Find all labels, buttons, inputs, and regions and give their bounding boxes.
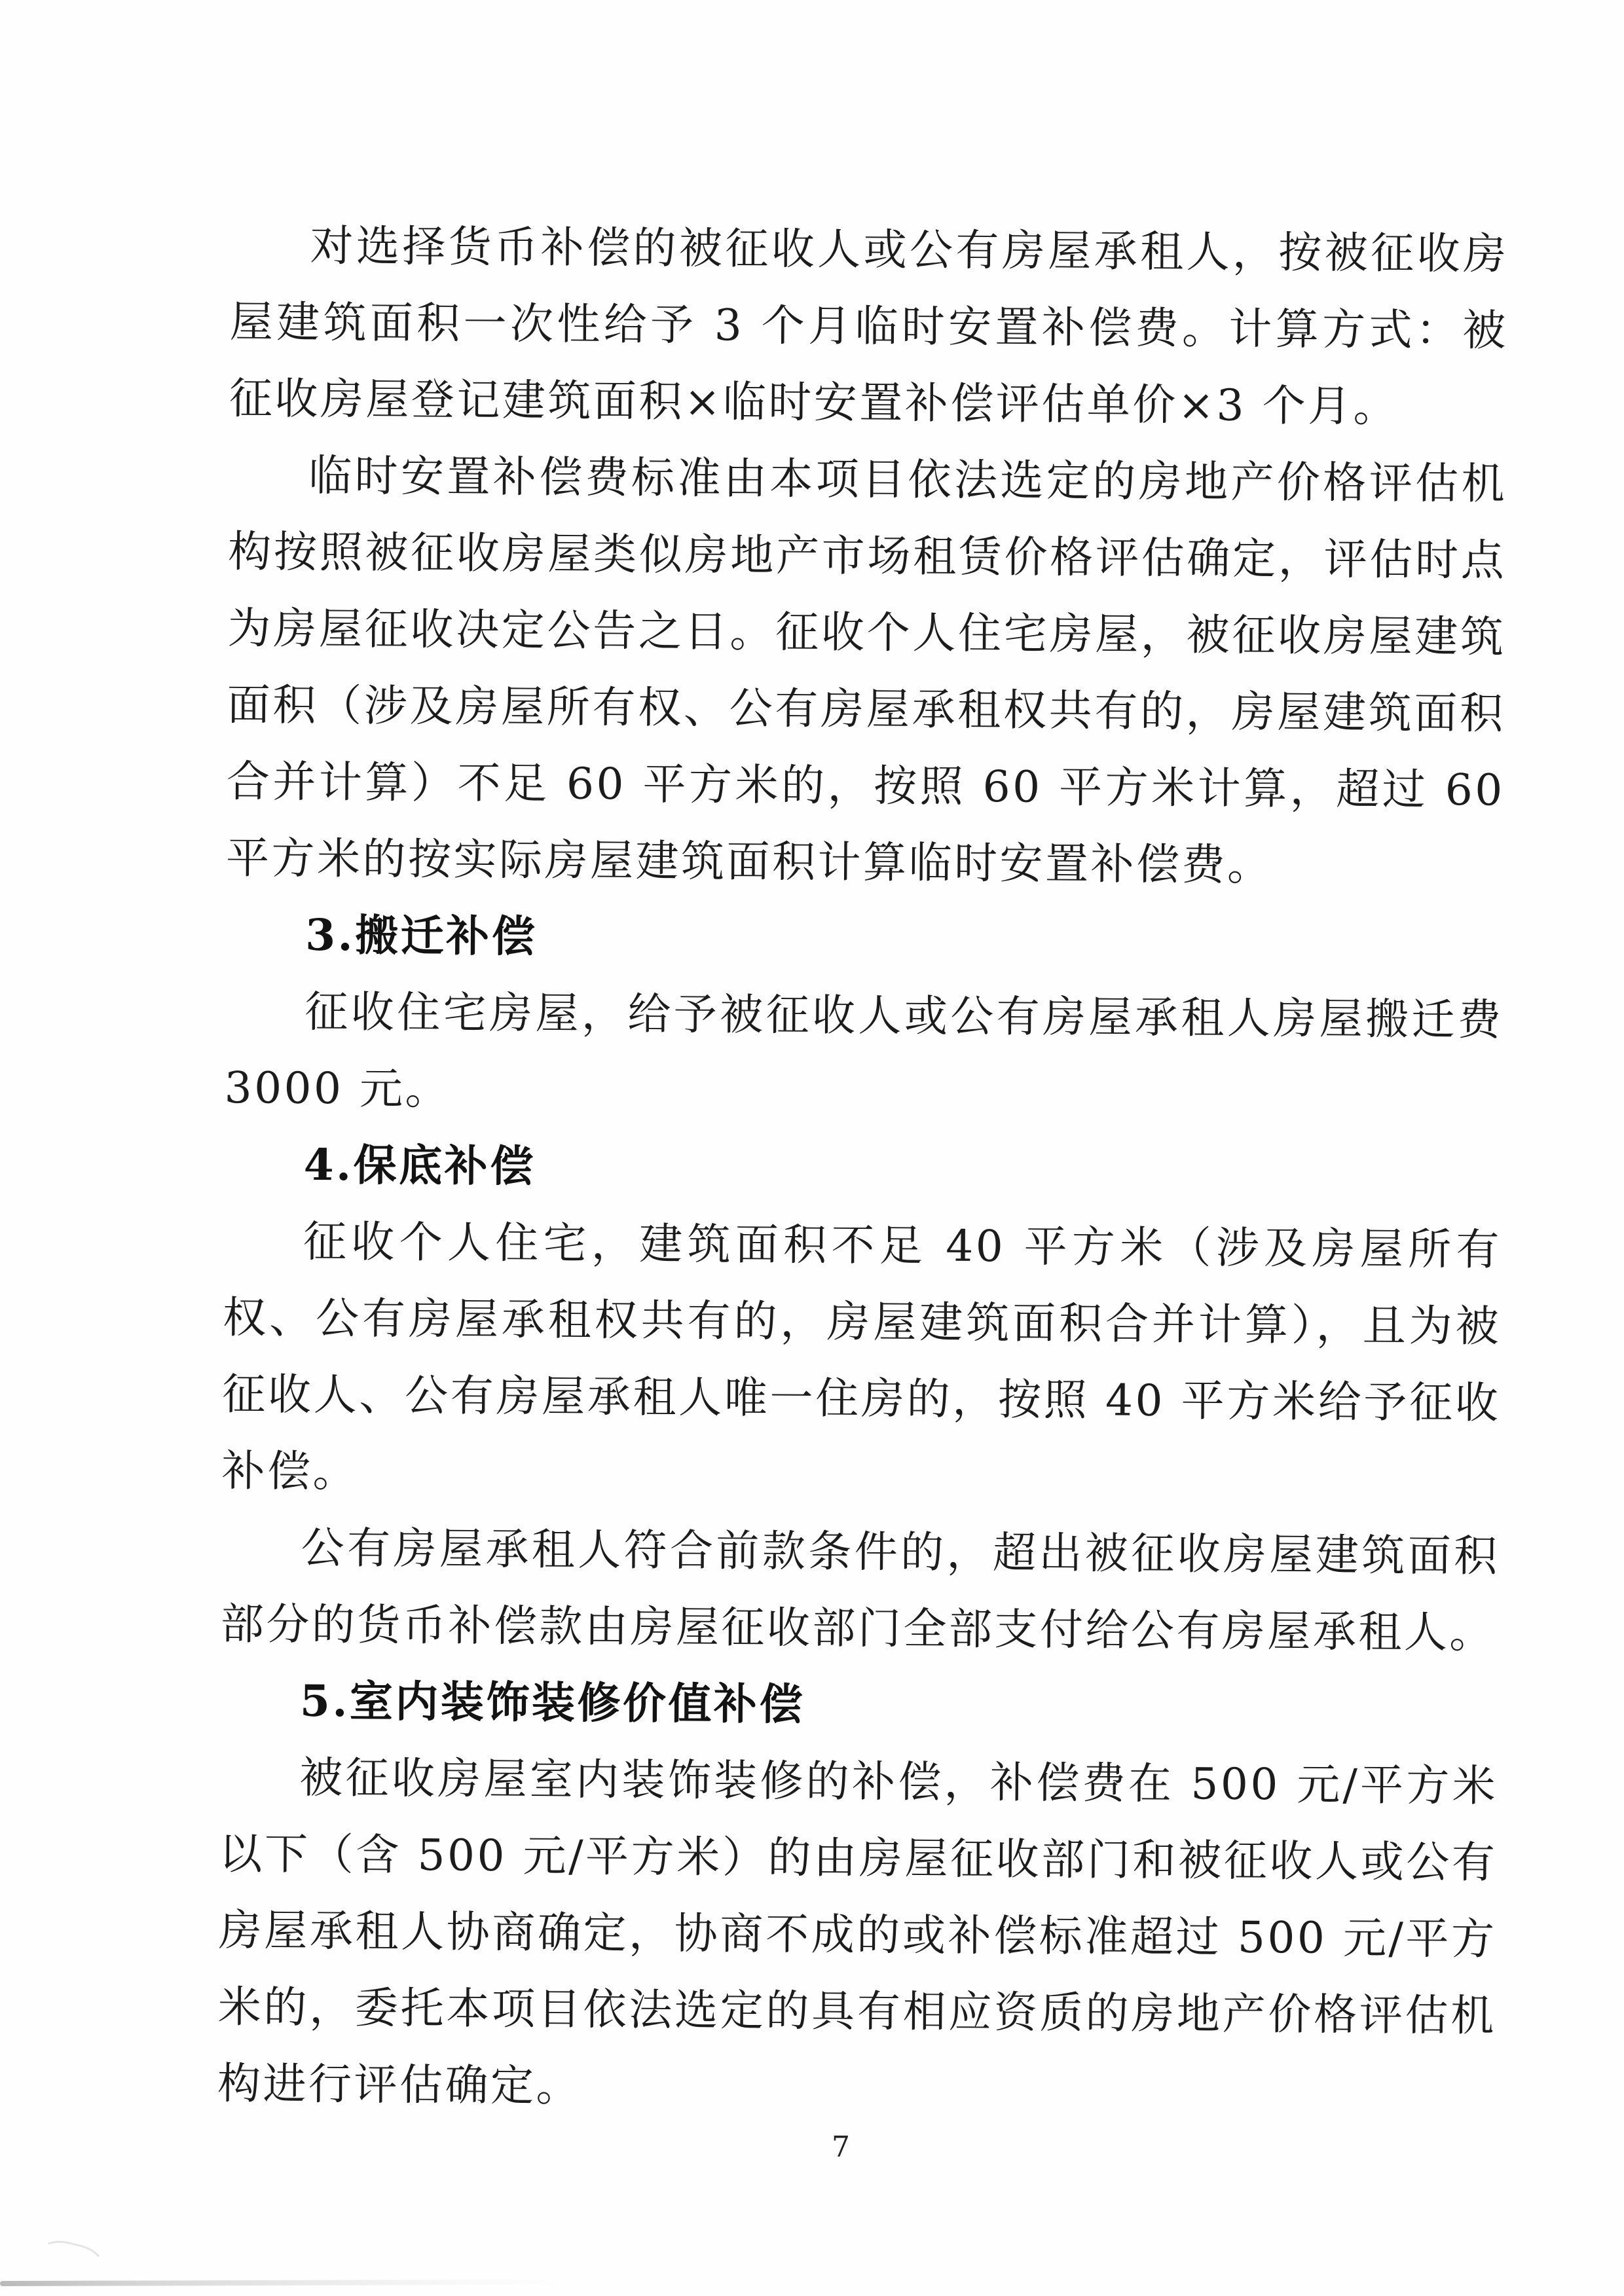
scan-edge-artifact [0, 2280, 570, 2286]
paragraph-currency-compensation: 对选择货币补偿的被征收人或公有房屋承租人，按被征收房屋建筑面积一次性给予 3 个月临时安置补偿费。计算方式：被征收房屋登记建筑面积×临时安置补偿评估单价×3 个月。 [229, 220, 1509, 432]
paragraph-temp-resettlement-standard: 临时安置补偿费标准由本项目依法选定的房地产价格评估机构按照被征收房屋类似房地产市场租赁价格评估确定，评估时点为房屋征收决定公告之日。征收个人住宅房屋，被征收房屋建筑面积（涉及房屋所有权、公有房屋承租权共有的，房屋建筑面积合并计算）不足 60 平方米的，按照 60 平方米计算，超过 60 平方米的按实际房屋建筑面积计算临时安置补偿费。 [225, 450, 1507, 891]
paragraph-public-housing-tenant: 公有房屋承租人符合前款条件的，超出被征收房屋建筑面积部分的货币补偿款由房屋征收部门全部支付给公有房屋承租人。 [220, 1522, 1500, 1658]
document-text-block [217, 207, 1509, 2131]
scan-smudge-artifact [35, 2236, 107, 2285]
heading-relocation-compensation: 3.搬迁补偿 [304, 909, 538, 962]
paragraph-relocation-fee: 征收住宅房屋，给予被征收人或公有房屋承租人房屋搬迁费 3000 元。 [224, 986, 1504, 1115]
heading-minimum-compensation: 4.保底补偿 [303, 1139, 536, 1192]
heading-interior-decoration: 5.室内装饰装修价值补偿 [299, 1675, 805, 1730]
page-number: 7 [832, 2130, 850, 2164]
paragraph-minimum-area-rule: 征收个人住宅，建筑面积不足 40 平方米（涉及房屋所有权、公有房屋承租权共有的，房屋建筑面积合并计算），且为被征收人、公有房屋承租人唯一住房的，按照 40 平方米给予征收补偿。 [221, 1216, 1502, 1497]
paragraph-decoration-compensation: 被征收房屋室内装饰装修的补偿，补偿费在 500 元/平方米以下（含 500 元/平方米）的由房屋征收部门和被征收人或公有房屋承租人协商确定，协商不成的或补偿标准超过 500 元/平方米的，委托本项目依法选定的具有相应资质的房地产价格评估机构进行评估确定。 [217, 1752, 1498, 2111]
